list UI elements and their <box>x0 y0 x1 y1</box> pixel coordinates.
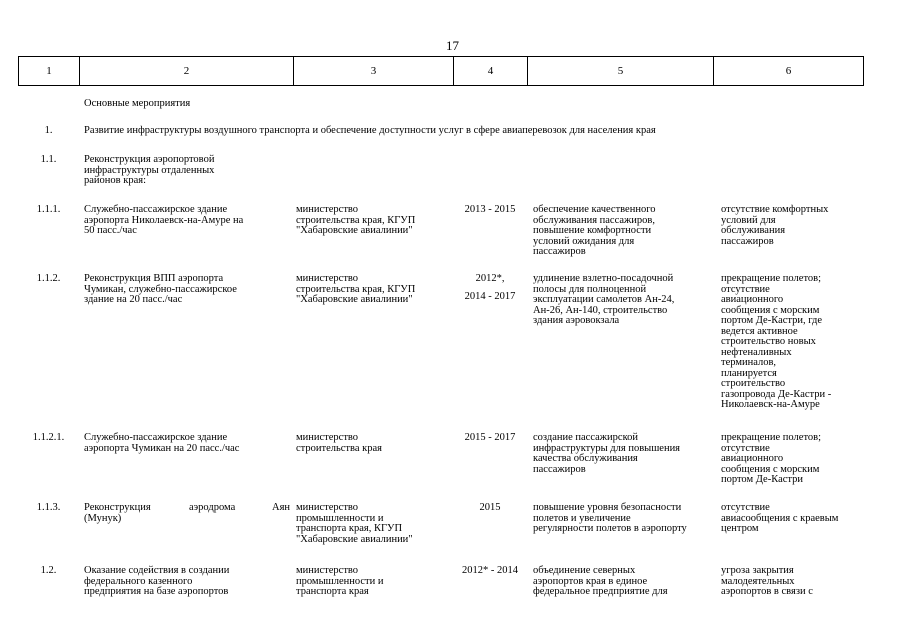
row-number: 1. <box>44 125 53 136</box>
row-description: Реконструкция аэропортовой инфраструктуры отдаленных районов края: <box>84 154 215 186</box>
header-col-6: 6 <box>785 65 792 77</box>
row-description-word-4: (Мунук) <box>84 513 122 524</box>
row-description-word-3: Аян <box>272 502 291 513</box>
row-executor: министерство строительства края, КГУП "Хабаровские авиалинии" <box>296 273 416 305</box>
row-description: Развитие инфраструктуры воздушного транспорта и обеспечение доступности услуг в сфере авиаперевозок для населения края <box>84 125 656 136</box>
row-consequence: отсутствие комфортных условий для обслуживания пассажиров <box>721 204 829 247</box>
row-consequence: прекращение полетов; отсутствие авиационного сообщения с морским портом Де-Кастри <box>721 432 822 485</box>
row-period: 2015 - 2017 <box>464 432 516 443</box>
row-description: Служебно-пассажирское здание аэропорта Николаевск-на-Амуре на 50 пасс./час <box>84 204 244 236</box>
row-period: 2012* - 2014 <box>462 565 518 576</box>
row-description-word-1: Реконструкция <box>84 502 151 513</box>
row-number: 1.1.2. <box>36 273 61 284</box>
row-executor: министерство строительства края <box>296 432 382 454</box>
row-number: 1.2. <box>40 565 57 576</box>
header-col-4: 4 <box>454 57 528 85</box>
row-result: создание пассажирской инфраструктуры для повышения качества обслуживания пассажиров <box>533 432 681 475</box>
row-description: Оказание содействия в создании федерального казенного предприятия на базе аэропортов <box>84 565 230 597</box>
row-consequence: угроза закрытия малодеятельных аэропортов в связи с <box>721 565 813 597</box>
row-number: 1.1. <box>40 154 57 165</box>
row-consequence: прекращение полетов; отсутствие авиационного сообщения с морским портом Де-Кастри, где ведется активное строительство новых нефтеналивных терминалов, планируется строительство газопровода Де-Кастри - Николаевск-на-Амуре <box>721 273 832 410</box>
header-col-5: 5 <box>528 57 714 85</box>
header-col-1: 1 <box>19 57 80 85</box>
row-result: обеспечение качественного обслуживания пассажиров, повышение комфортности условий ожидания для пассажиров <box>533 204 656 257</box>
row-number: 1.1.3. <box>36 502 61 513</box>
row-executor: министерство строительства края, КГУП "Хабаровские авиалинии" <box>296 204 416 236</box>
row-period: 2013 - 2015 <box>464 204 516 215</box>
row-number: 1.1.1. <box>36 204 61 215</box>
row-executor: министерство промышленности и транспорта края, КГУП "Хабаровские авиалинии" <box>296 502 413 545</box>
section-title: Основные мероприятия <box>84 98 191 109</box>
table-header-row <box>18 56 864 86</box>
row-executor: министерство промышленности и транспорта края <box>296 565 384 597</box>
row-result: объединение северных аэропортов края в единое федеральное предприятие для <box>533 565 668 597</box>
row-description: Служебно-пассажирское здание аэропорта Чумикан на 20 пасс./час <box>84 432 240 454</box>
row-result: удлинение взлетно-посадочной полосы для полноценной эксплуатации самолетов Ан-24, Ан-26, Ан-140, строительство здания аэровокзала <box>533 273 675 326</box>
row-number: 1.1.2.1. <box>32 432 65 443</box>
row-period: 2014 - 2017 <box>464 291 516 302</box>
row-period: 2015 <box>479 502 501 513</box>
page-number: 17 <box>446 38 459 53</box>
row-period: 2012*, <box>475 273 505 284</box>
row-description: Реконструкция ВПП аэропорта Чумикан, служебно-пассажирское здание на 20 пасс./час <box>84 273 237 305</box>
header-col-2: 2 <box>80 57 294 85</box>
row-description-word-2: аэродрома <box>189 502 236 513</box>
row-result: повышение уровня безопасности полетов и увеличение регулярности полетов в аэропорту <box>533 502 687 534</box>
header-col-3: 3 <box>294 57 454 85</box>
row-consequence: отсутствие авиасообщения с краевым центром <box>721 502 839 534</box>
